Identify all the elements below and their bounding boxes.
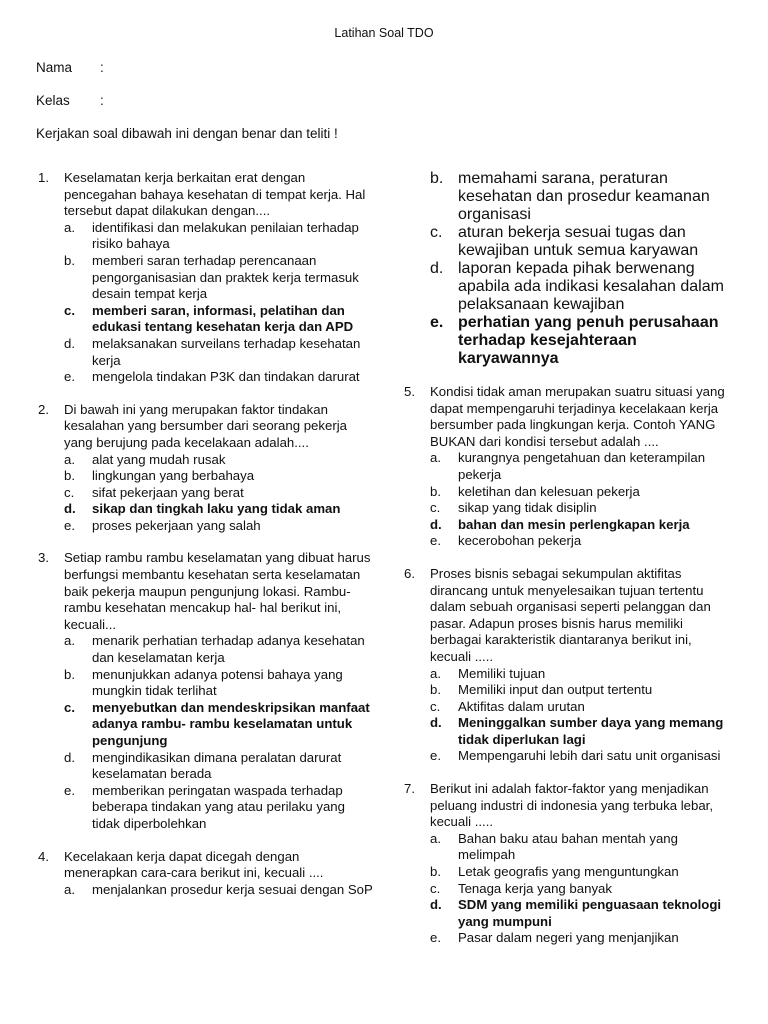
option-text: bahan dan mesin perlengkapan kerja	[458, 516, 690, 532]
question-stem	[38, 402, 374, 452]
option-text: kecerobohan pekerja	[458, 533, 582, 549]
option-item	[64, 518, 374, 535]
option-letter: e.	[430, 930, 441, 946]
option-letter: c.	[430, 698, 441, 714]
option-text: Pasar dalam negeri yang menjanjikan	[458, 930, 679, 946]
option-text: Tenaga kerja yang banyak	[458, 880, 612, 896]
option-item	[430, 500, 736, 517]
option-item	[64, 485, 374, 502]
option-letter: e.	[430, 748, 441, 764]
option-text: memberi saran, informasi, pelatihan dan edukasi tentang kesehatan kerja dan APD	[92, 302, 354, 335]
question-number: 7.	[404, 781, 415, 797]
question-text: Kondisi tidak aman merupakan suatru situasi yang dapat mempengaruhi terjadinya kecelakaan kerja bersumber pada lingkungan kerja. Contoh YANG BUKAN dari kondisi tersebut adalah ....	[430, 384, 725, 449]
option-item	[64, 633, 374, 666]
question-stem	[38, 849, 374, 882]
option-item	[430, 699, 736, 716]
question-1	[38, 170, 374, 386]
option-item	[430, 831, 736, 864]
option-text: Letak geografis yang menguntungkan	[458, 864, 679, 880]
option-item	[430, 864, 736, 881]
question-number: 1.	[38, 170, 49, 185]
option-list	[430, 831, 736, 947]
option-text: laporan kepada pihak berwenang apabila ada indikasi kesalahan dalam pelaksanaan kewajiban	[458, 260, 724, 313]
option-letter: c.	[430, 880, 441, 896]
question-4	[38, 849, 374, 899]
option-item	[64, 468, 374, 485]
option-item	[430, 484, 736, 501]
question-stem	[404, 566, 736, 666]
option-letter: c.	[64, 699, 75, 715]
answer-option	[430, 897, 736, 930]
option-list	[64, 220, 374, 386]
option-text: keletihan dan kelesuan pekerja	[458, 483, 640, 499]
option-item	[64, 882, 374, 899]
question-stem	[404, 781, 736, 831]
answer-option	[430, 715, 736, 748]
option-letter: d.	[430, 897, 442, 913]
option-text: sifat pekerjaan yang berat	[92, 484, 244, 500]
question-5	[404, 384, 736, 550]
option-letter: e.	[64, 369, 75, 385]
option-letter: a.	[64, 633, 75, 649]
option-text: Memiliki input dan output tertentu	[458, 682, 653, 698]
question-3	[38, 550, 374, 832]
class-field	[36, 93, 104, 108]
option-letter: d.	[64, 749, 75, 765]
option-text: Meninggalkan sumber daya yang memang tidak diperlukan lagi	[458, 715, 724, 747]
option-item	[430, 450, 736, 483]
option-letter: b.	[64, 666, 75, 682]
name-field	[36, 60, 104, 75]
option-text: proses pekerjaan yang salah	[92, 517, 261, 533]
option-letter: d.	[64, 501, 76, 517]
option-text: alat yang mudah rusak	[92, 451, 226, 467]
option-item	[64, 253, 374, 303]
option-item	[430, 224, 736, 260]
question-stem	[404, 384, 736, 450]
question-2	[38, 402, 374, 535]
option-letter: a.	[64, 881, 75, 897]
name-label: Nama	[36, 60, 73, 75]
option-letter: a.	[430, 830, 441, 846]
question-text: Berikut ini adalah faktor-faktor yang menjadikan peluang industri di indonesia yang terbuka lebar, kecuali .....	[430, 781, 713, 830]
class-colon: :	[100, 93, 104, 108]
page-title: Latihan Soal TDO	[334, 26, 434, 40]
option-letter: e.	[64, 782, 75, 798]
question-stem	[38, 170, 374, 220]
question-7	[404, 781, 736, 947]
option-item	[430, 682, 736, 699]
question-text: Keselamatan kerja berkaitan erat dengan pencegahan bahaya kesehatan di tempat kerja. Hal tersebut dapat dilakukan dengan....	[64, 170, 366, 219]
option-item	[64, 452, 374, 469]
option-item	[430, 170, 736, 224]
option-letter: d.	[64, 335, 75, 351]
option-letter: e.	[430, 314, 444, 331]
option-text: memahami sarana, peraturan kesehatan dan prosedur keamanan organisasi	[458, 170, 710, 223]
option-item	[430, 260, 736, 314]
option-text: memberi saran terhadap perencanaan pengorganisasian dan praktek kerja termasuk desain tempat kerja	[92, 252, 359, 302]
option-letter: d.	[430, 715, 442, 731]
option-text: menarik perhatian terhadap adanya kesehatan dan keselamatan kerja	[92, 633, 365, 666]
answer-option	[430, 314, 736, 368]
option-letter: b.	[430, 864, 441, 880]
option-text: Mempengaruhi lebih dari satu unit organisasi	[458, 748, 721, 764]
option-text: mengelola tindakan P3K dan tindakan darurat	[92, 369, 360, 385]
option-item	[430, 666, 736, 683]
option-item	[430, 930, 736, 947]
question-text: Setiap rambu rambu keselamatan yang dibuat harus berfungsi membantu kesehatan serta keselamatan baik pekerja maupun pengunjung lokasi. Rambu-rambu kesehatan mencakup hal- hal berikut ini, kecuali...	[64, 550, 371, 632]
option-list	[430, 666, 736, 766]
option-item	[430, 881, 736, 898]
option-text: perhatian yang penuh perusahaan terhadap kesejahteraan karyawannya	[458, 314, 719, 367]
option-item	[64, 369, 374, 386]
option-list	[430, 450, 736, 550]
option-letter: a.	[64, 219, 75, 235]
option-text: sikap dan tingkah laku yang tidak aman	[92, 501, 341, 517]
answer-option	[64, 700, 374, 750]
question-number: 6.	[404, 565, 415, 581]
question-text: Proses bisnis sebagai sekumpulan aktifitas dirancang untuk menyelesaikan tujuan tertentu dalam sebuah organisasi seperti pelanggan dan pasar. Adapun proses bisnis harus memiliki berbagai karakteristik diantaranya berikut ini, kecuali .....	[430, 565, 711, 664]
option-text: SDM yang memiliki penguasaan teknologi yang mumpuni	[458, 897, 722, 929]
option-list	[64, 882, 374, 899]
question-text: Kecelakaan kerja dapat dicegah dengan menerapkan cara-cara berikut ini, kecuali ....	[64, 848, 324, 881]
option-letter: c.	[64, 484, 75, 500]
option-text: menyebutkan dan mendeskripsikan manfaat adanya rambu- rambu keselamatan untuk pengunjung	[92, 699, 370, 748]
answer-option	[64, 501, 374, 518]
left-column	[38, 170, 374, 898]
option-text: melaksanakan surveilans terhadap kesehatan kerja	[92, 335, 361, 368]
option-letter: b.	[430, 483, 441, 499]
option-item	[430, 748, 736, 765]
option-letter: a.	[430, 665, 441, 681]
class-label: Kelas	[36, 93, 70, 108]
option-item	[64, 220, 374, 253]
option-list	[64, 452, 374, 535]
option-text: mengindikasikan dimana peralatan darurat keselamatan berada	[92, 749, 342, 782]
question-4-continued-options	[430, 170, 736, 368]
option-text: lingkungan yang berbahaya	[92, 468, 255, 484]
option-text: aturan bekerja sesuai tugas dan kewajiban untuk semua karyawan	[458, 224, 699, 259]
option-text: Aktifitas dalam urutan	[458, 698, 585, 714]
question-number: 3.	[38, 550, 49, 566]
option-letter: d.	[430, 260, 444, 277]
answer-option	[64, 303, 374, 336]
question-number: 4.	[38, 848, 49, 864]
option-letter: b.	[64, 468, 75, 484]
option-letter: b.	[430, 682, 441, 698]
option-text: kurangnya pengetahuan dan keterampilan pekerja	[458, 450, 706, 482]
instruction-text: Kerjakan soal dibawah ini dengan benar dan teliti !	[36, 126, 338, 141]
option-letter: a.	[430, 450, 441, 466]
answer-option	[430, 517, 736, 534]
option-letter: c.	[430, 224, 443, 241]
question-stem	[38, 550, 374, 633]
right-column	[404, 170, 736, 947]
option-letter: e.	[430, 533, 441, 549]
option-letter: b.	[64, 252, 75, 268]
question-number: 5.	[404, 384, 415, 399]
option-item	[64, 667, 374, 700]
option-text: identifikasi dan melakukan penilaian terhadap risiko bahaya	[92, 219, 359, 252]
option-text: sikap yang tidak disiplin	[458, 500, 597, 516]
option-text: Memiliki tujuan	[458, 665, 546, 681]
option-item	[64, 783, 374, 833]
option-letter: c.	[430, 500, 441, 516]
option-text: memberikan peringatan waspada terhadap beberapa tindakan yang atau perilaku yang tidak diperbolehkan	[92, 782, 345, 831]
option-item	[430, 533, 736, 550]
option-letter: e.	[64, 517, 75, 533]
name-colon: :	[100, 60, 104, 75]
option-list	[64, 633, 374, 832]
question-6	[404, 566, 736, 765]
option-letter: b.	[430, 170, 444, 187]
question-text: Di bawah ini yang merupakan faktor tindakan kesalahan yang bersumber dari seorang pekerja yang berujung pada kecelakaan adalah....	[64, 401, 347, 450]
question-number: 2.	[38, 401, 49, 417]
option-text: menjalankan prosedur kerja sesuai dengan SoP	[92, 881, 373, 897]
option-letter: a.	[64, 451, 75, 467]
option-letter: c.	[64, 302, 75, 318]
option-letter: d.	[430, 516, 442, 532]
option-text: Bahan baku atau bahan mentah yang melimpah	[458, 830, 678, 863]
option-text: menunjukkan adanya potensi bahaya yang mungkin tidak terlihat	[92, 666, 343, 699]
option-item	[64, 336, 374, 369]
option-item	[64, 750, 374, 783]
